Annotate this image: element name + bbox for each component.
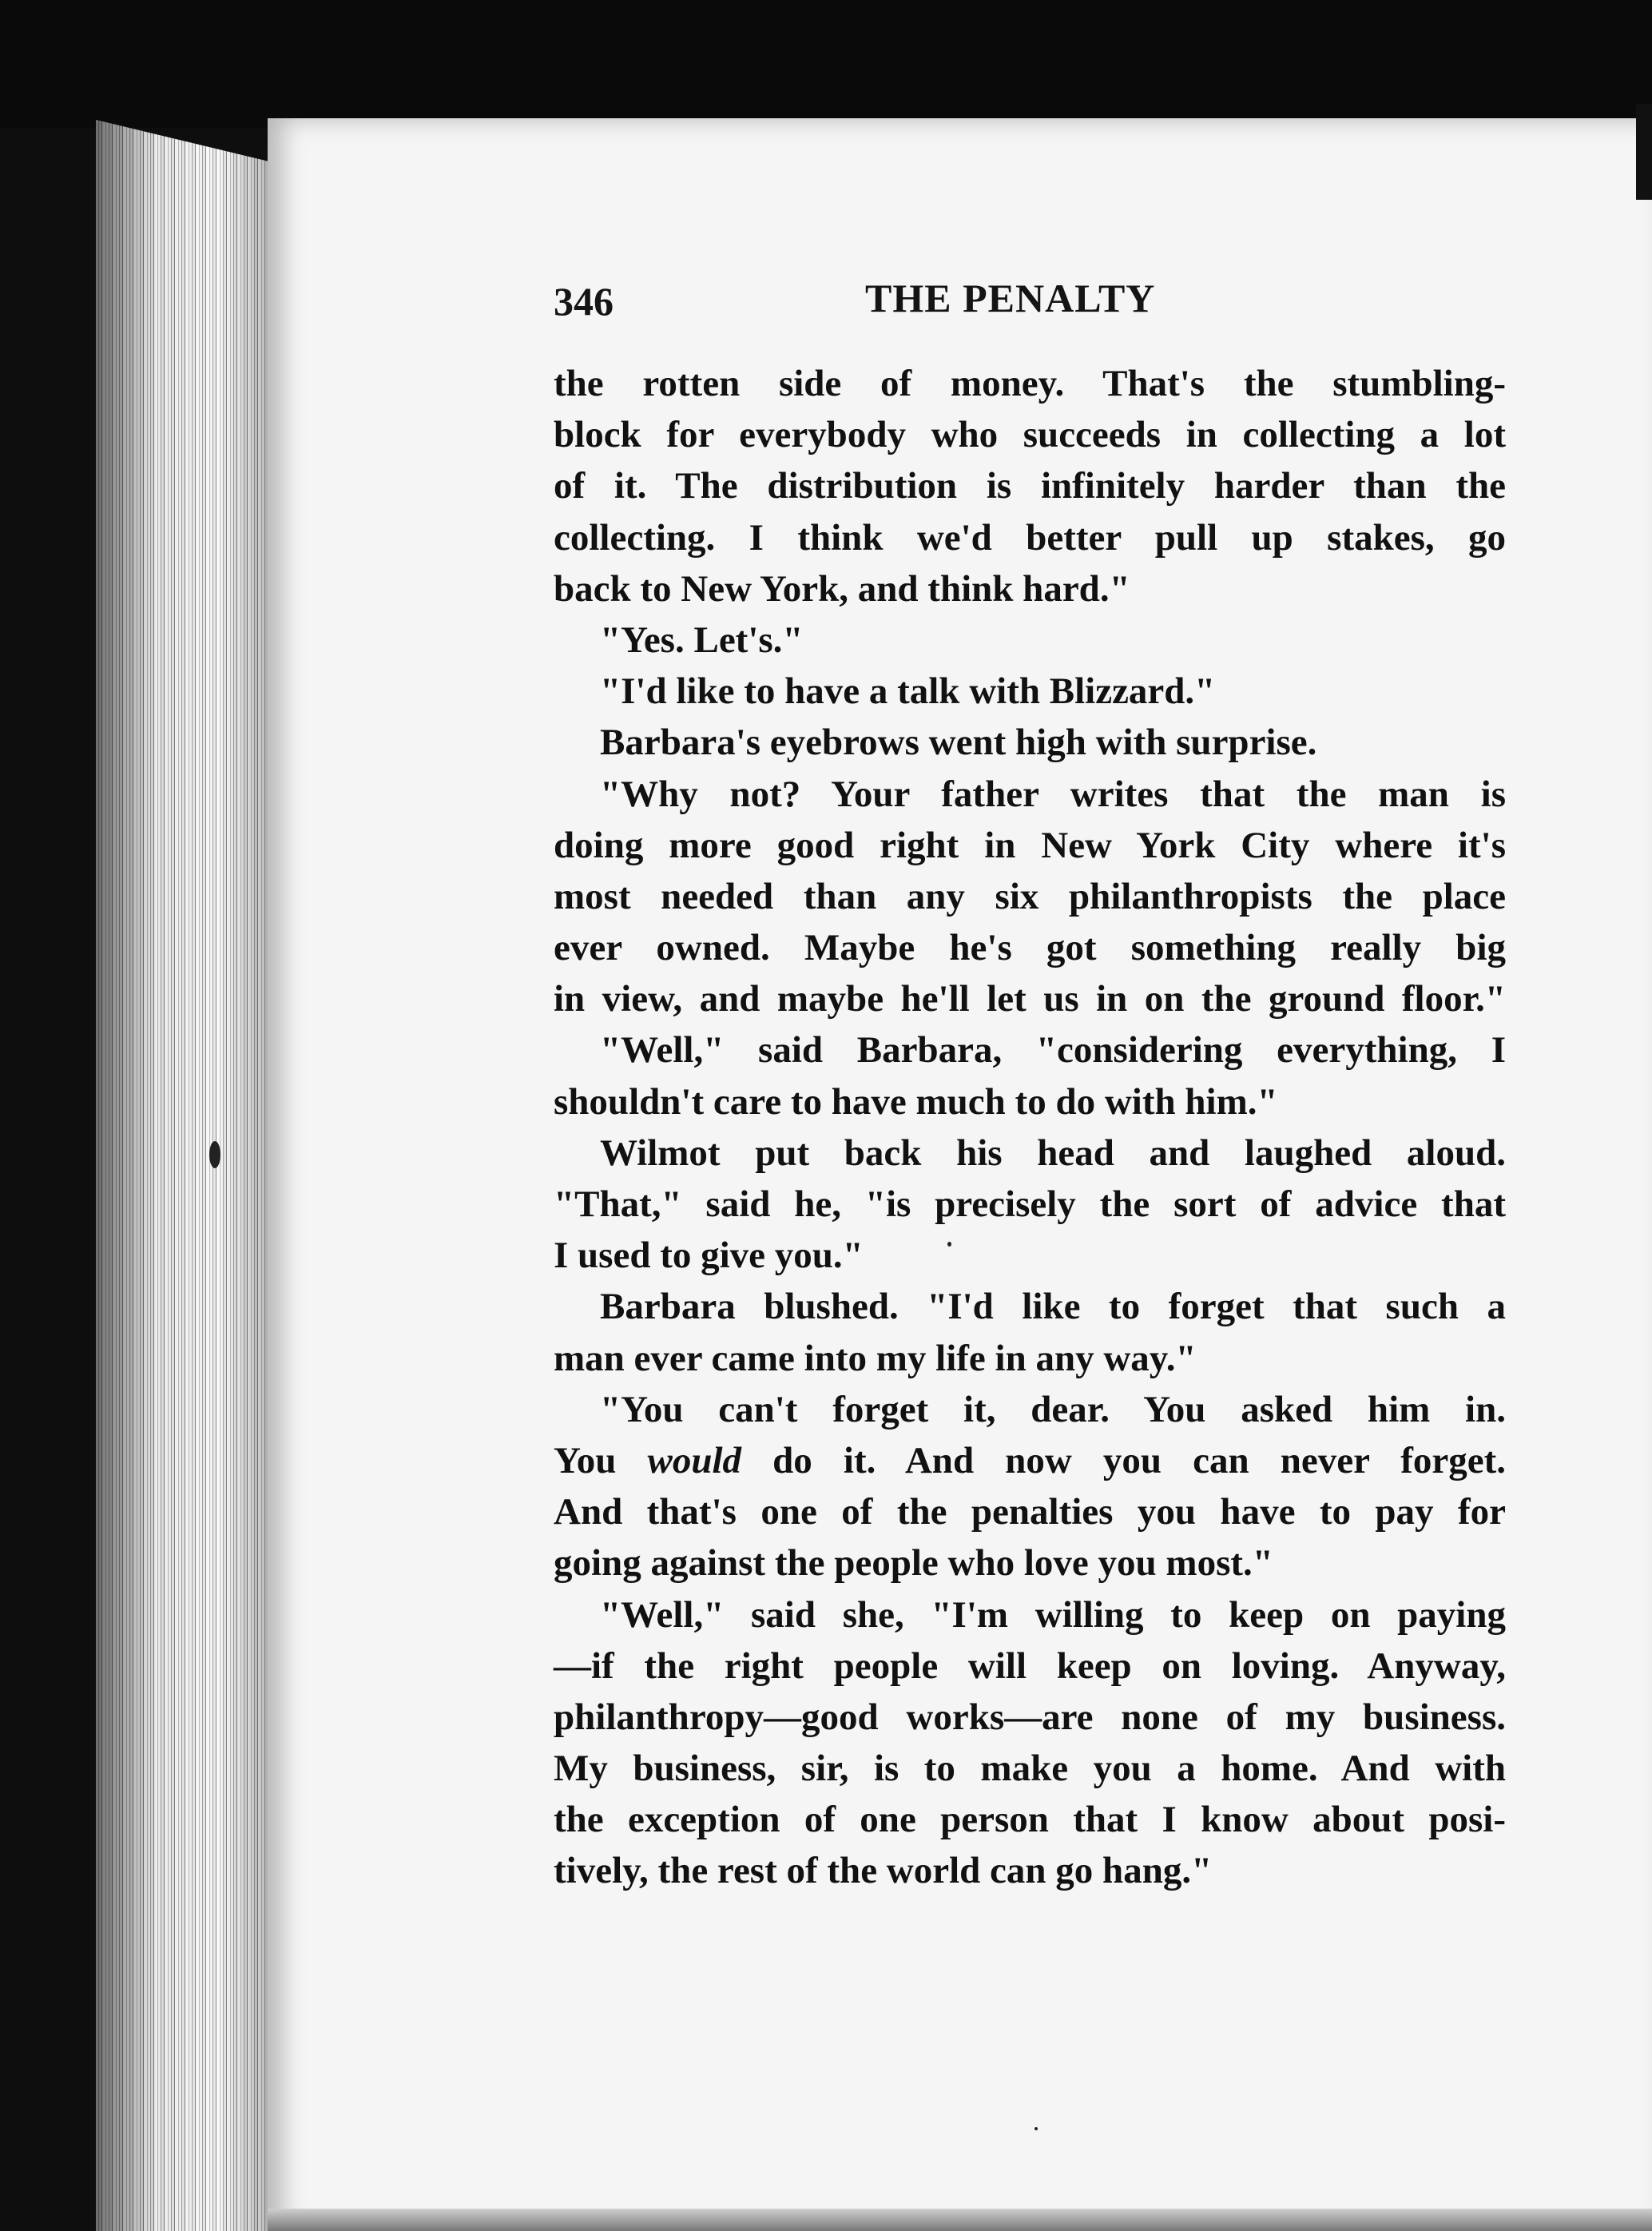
text-segment: You xyxy=(554,1439,648,1481)
text-line: tively, the rest of the world can go hang." xyxy=(554,1850,1213,1892)
text-line xyxy=(554,1435,1506,1486)
scan-top-border xyxy=(0,0,1652,128)
body-text xyxy=(554,358,1506,1897)
page-bottom-edge xyxy=(268,2209,1652,2231)
text-line: "Yes. Let's." xyxy=(600,618,804,661)
text-line: And that's one of the penalties you have to pay for xyxy=(554,1491,1506,1533)
running-title: THE PENALTY xyxy=(865,276,1156,320)
text-line: "That," said he, "is precisely the sort of advice that xyxy=(554,1183,1506,1225)
text-segment: do it. And now you can never forget. xyxy=(741,1439,1506,1481)
text-line: "I'd like to have a talk with Blizzard." xyxy=(600,670,1216,713)
text-line: man ever came into my life in any way." xyxy=(554,1337,1197,1379)
text-line: block for everybody who succeeds in collecting a lot xyxy=(554,414,1506,456)
text-line: I used to give you." xyxy=(554,1235,864,1277)
scan-speck xyxy=(947,1242,951,1247)
italic-word: would xyxy=(647,1439,742,1481)
scan-speck xyxy=(1034,2127,1038,2130)
text-line: collecting. I think we'd better pull up stakes, go xyxy=(554,516,1506,559)
text-line: —if the right people will keep on loving. Anyway, xyxy=(554,1644,1506,1687)
book-page-edges xyxy=(96,120,272,2231)
text-line: Barbara blushed. "I'd like to forget that such a xyxy=(600,1286,1506,1328)
page-number: 346 xyxy=(554,279,614,324)
text-line: back to New York, and think hard." xyxy=(554,567,1130,610)
scan-speck xyxy=(209,1141,220,1168)
text-line: Wilmot put back his head and laughed aloud. xyxy=(600,1131,1506,1174)
text-line: "Well," said she, "I'm willing to keep on paying xyxy=(600,1593,1506,1636)
text-line: shouldn't care to have much to do with him." xyxy=(554,1080,1278,1123)
text-line: in view, and maybe he'll let us in on the ground floor." xyxy=(554,978,1506,1020)
scan-right-border xyxy=(1636,104,1652,200)
text-line: "You can't forget it, dear. You asked him in. xyxy=(600,1388,1506,1430)
text-line: "Why not? Your father writes that the man is xyxy=(600,773,1506,815)
text-line: philanthropy—good works—are none of my business. xyxy=(554,1696,1506,1738)
text-line: "Well," said Barbara, "considering everything, I xyxy=(600,1029,1506,1072)
text-line: doing more good right in New York City where it's xyxy=(554,824,1506,866)
text-line: the rotten side of money. That's the stumbling- xyxy=(554,363,1506,404)
text-line: most needed than any six philanthropists the place xyxy=(554,875,1506,917)
text-line: of it. The distribution is infinitely harder than the xyxy=(554,465,1506,507)
text-line: going against the people who love you most." xyxy=(554,1542,1273,1585)
text-line: the exception of one person that I know about posi- xyxy=(554,1799,1506,1841)
text-line: ever owned. Maybe he's got something really big xyxy=(554,927,1506,969)
text-line: Barbara's eyebrows went high with surprise. xyxy=(600,722,1317,764)
text-line: My business, sir, is to make you a home. And with xyxy=(554,1748,1506,1790)
page-header xyxy=(554,270,1392,334)
